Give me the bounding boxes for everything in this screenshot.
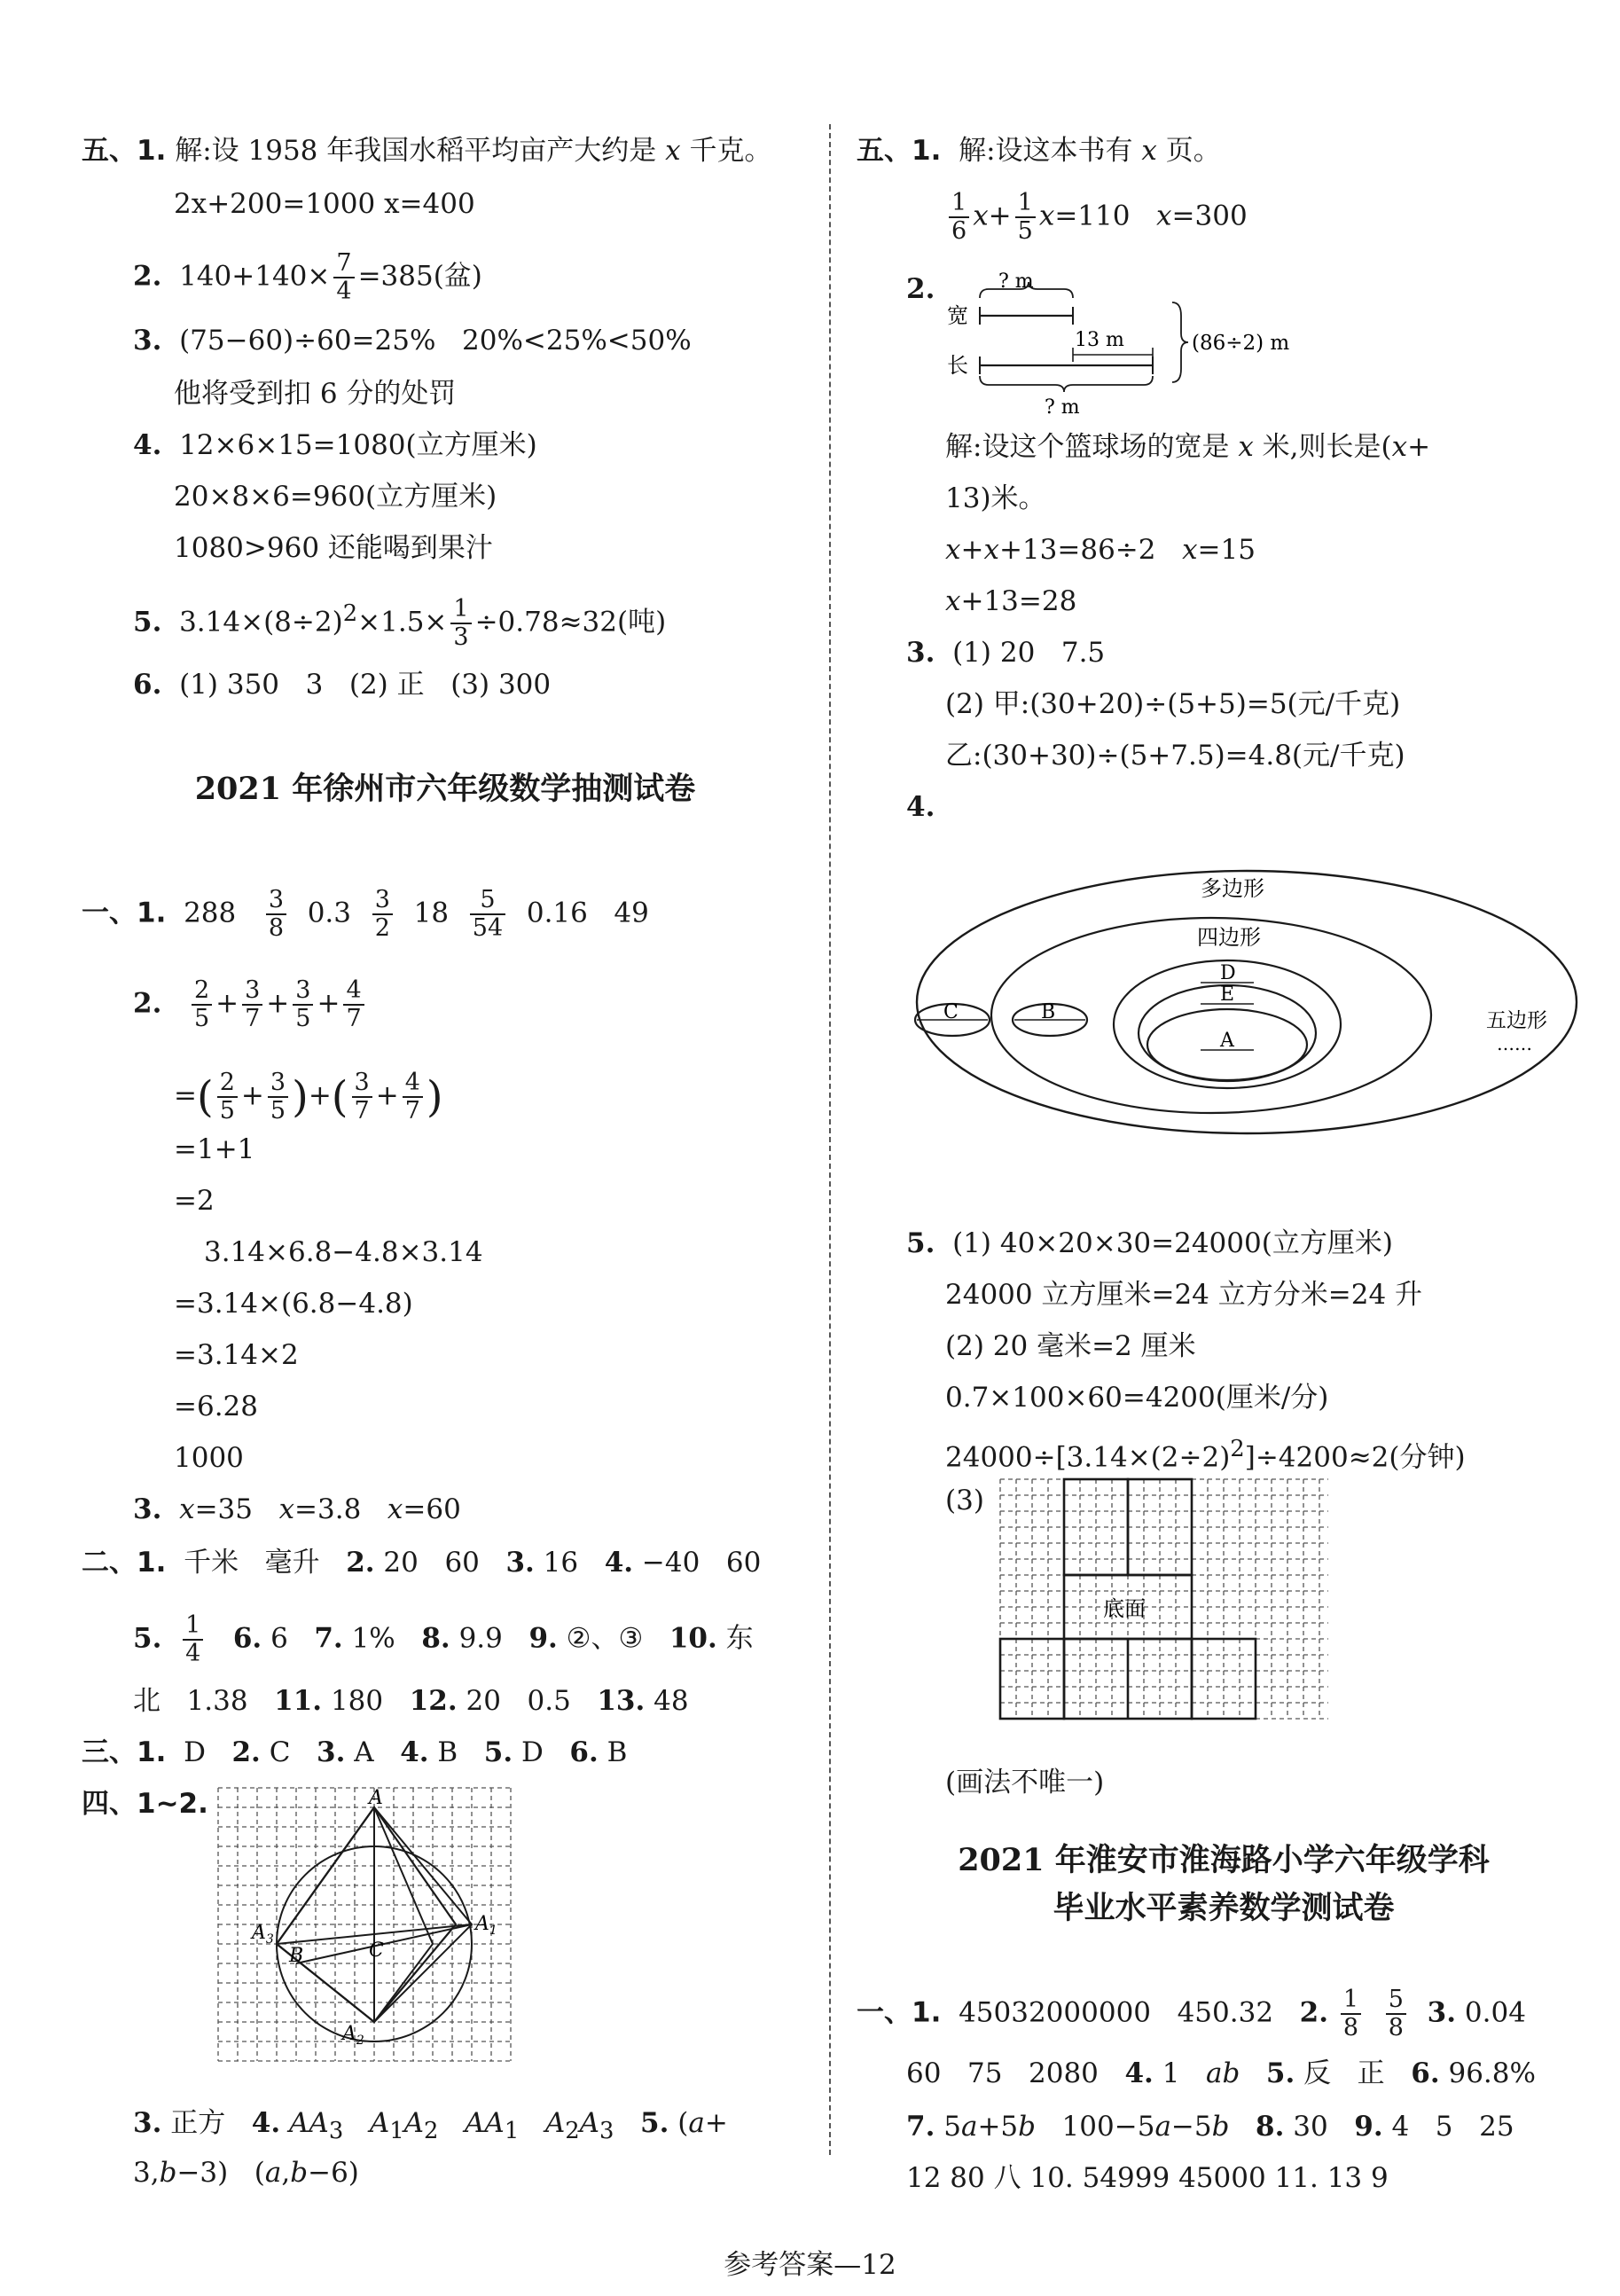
point-label-a2: $A_2$ (342, 2023, 364, 2048)
left-sec5-q1a: 五、1. 解:设 1958 年我国水稻平均亩产大约是 x 千克。 (82, 135, 772, 167)
right-sec5-q4-label: 4. (906, 791, 935, 823)
right-sec5-q5d: 0.7×100×60=4200(厘米/分) (945, 1382, 1329, 1414)
right-sec5-q5b: 24000 立方厘米=24 立方分米=24 升 (945, 1279, 1423, 1311)
right-sec5-q5a: 5. (1) 40×20×30=24000(立方厘米) (906, 1227, 1393, 1259)
right-sec5-q2b: 13)米。 (945, 482, 1046, 514)
right-sec5-q5f: (3) (945, 1485, 984, 1516)
left-sec5-q4a: 4. 12×6×15=1080(立方厘米) (133, 429, 537, 461)
point-label-a1: $A_1$ (475, 1913, 497, 1938)
venn-a-label: A (1220, 1030, 1234, 1052)
left-sec5-q3b: 他将受到扣 6 分的处罚 (174, 378, 457, 410)
right-title-line1: 2021 年淮安市淮海路小学六年级学科 (958, 1842, 1490, 1878)
page-footer: 参考答案—12 (724, 2249, 896, 2281)
left-sec5-q2: 2. 140+140× $\frac{7}{4}$ =385(盆) (133, 249, 482, 305)
square-a-a1-a2-a3 (277, 1807, 456, 2022)
venn-pentagon-label: 五边形 (1486, 1009, 1547, 1032)
venn-ellipsis: …… (1497, 1033, 1532, 1054)
venn-e-label: E (1220, 983, 1235, 1006)
right-title-line2: 毕业水平素养数学测试卷 (1053, 1890, 1395, 1926)
diagram-length-question: ? m (1045, 396, 1080, 419)
left-sec1-q2b-step3: =6.28 (174, 1391, 258, 1422)
left-sec4-q3: 3. 正方 4. $AA_3$ $A_1A_2$ $AA_1$ $A_2A_3$ 5. (a+ (133, 2107, 728, 2145)
left-sec2-line2: 5. $\frac{1}{4}$ 6. 6 7. 1% 8. 9.9 9. ②、③ 10. 东 (133, 1611, 754, 1667)
right-sec5-q2c: x+x+13=86÷2 x=15 (945, 534, 1256, 566)
right-sec5-q3c: 乙:(30+30)÷(5+7.5)=4.8(元/千克) (945, 740, 1405, 772)
point-label-a: A (369, 1787, 383, 1809)
right-note: (画法不唯一) (945, 1767, 1105, 1798)
right-sec5-q5e: $24000\div[3.14\times(2\div 2)^2]\div 4200\approx 2$(分钟) (945, 1436, 1466, 1474)
right-t2-line4: 12 80 八 10. 54999 45000 11. 13 9 (906, 2162, 1389, 2194)
left-sec5-label: 五、1. (82, 135, 167, 167)
venn-quadrilateral-label: 四边形 (1197, 925, 1261, 950)
left-sec3-line: 三、1. D 2. C 3. A 4. B 5. D 6. B (82, 1736, 628, 1768)
point-label-a3: $A_3$ (252, 1922, 274, 1947)
venn-b-label: B (1041, 1001, 1056, 1023)
brace-bottom (980, 376, 1153, 392)
left-sec5-q6: 6. (1) 350 3 (2) 正 (3) 300 (133, 669, 552, 701)
left-sec4-q3b: 3,b−3) (a,b−6) (133, 2157, 359, 2189)
left-sec5-q5: 5. $3.14\times(8\div 2)^2\times 1.5\times$ $\frac{1}{3}$ ÷0.78≈32(吨) (133, 595, 667, 651)
brace-right (1172, 302, 1188, 382)
left-title: 2021 年徐州市六年级数学抽测试卷 (194, 771, 696, 807)
venn-d-label: D (1220, 962, 1236, 984)
left-sec1-q2-step1: =1+1 (174, 1133, 255, 1165)
net-base-label: 底面 (1103, 1596, 1146, 1621)
left-sec5-q4c: 1080>960 还能喝到果汁 (174, 532, 493, 564)
right-sec5-q3a: 3. (1) 20 7.5 (906, 637, 1106, 669)
right-sec5-q2-label: 2. (906, 273, 935, 305)
left-sec5-q1b: 2x+200=1000 x=400 (174, 188, 475, 220)
right-sec5-q1a: 五、1. 解:设这本书有 x 页。 (857, 135, 1221, 167)
venn-polygon-label: 多边形 (1201, 876, 1264, 901)
diagram-length-label: 长 (947, 353, 968, 378)
venn-diagram (901, 851, 1593, 1153)
right-t2-line2: 60 75 2080 4. 1 ab 5. 反 正 6. 96.8% (906, 2057, 1536, 2089)
diagram-width-question: ? m (998, 270, 1034, 293)
right-sec5-q2d: x+13=28 (945, 585, 1077, 617)
left-sec1-q2b-expr: 3.14×6.8−4.8×3.14 (204, 1236, 483, 1268)
right-t2-line3: 7. 5a+5b 100−5a−5b 8. 30 9. 4 5 25 (906, 2111, 1514, 2143)
left-sec1-q1: 一、1. 288 $\frac{3}{8}$ 0.3 $\frac{3}{2}$ 18 $\frac{5}{54}$ 0.16 49 (82, 886, 649, 942)
left-sec5-q3a: 3. (75−60)÷60=25% 20%<25%<50% (133, 325, 692, 357)
right-sec5-q5c: (2) 20 毫米=2 厘米 (945, 1330, 1196, 1362)
diagram-total: (86÷2) m (1192, 332, 1290, 355)
right-t2-line1: 一、1. 45032000000 450.32 2. $\frac{1}{8}$ $\frac{5}{8}$ 3. 0.04 (857, 1986, 1526, 2041)
point-label-b: B (289, 1945, 304, 1967)
left-sec1-q2b-step2: =3.14×2 (174, 1339, 299, 1371)
left-sec1-q2-regroup: =( $\frac{2}{5}$ + $\frac{3}{5}$ )+( $\frac{3}{7}$ + $\frac{4}{7}$ ) (174, 1069, 443, 1124)
left-sec1-q3: 3. x=35 x=3.8 x=60 (133, 1493, 461, 1525)
net-figure (1000, 1479, 1337, 1745)
left-sec5-q4b: 20×8×6=960(立方厘米) (174, 481, 497, 513)
left-sec2-line3: 北 1.38 11. 180 12. 20 0.5 13. 48 (133, 1685, 689, 1717)
left-sec1-q2-expr: 2. $\frac{2}{5}$ + $\frac{3}{7}$ + $\frac{3}{5}$ + $\frac{4}{7}$ (133, 977, 368, 1032)
left-sec2-line1: 二、1. 千米 毫升 2. 20 60 3. 16 4. −40 60 (82, 1547, 762, 1579)
net-grid (1000, 1479, 1328, 1719)
polygon-ellipse (917, 871, 1577, 1133)
diagram-width-label: 宽 (947, 303, 968, 328)
left-sec1-q2c: 1000 (174, 1442, 244, 1474)
point-label-c: C (369, 1939, 384, 1962)
geometry-figure (218, 1788, 520, 2081)
venn-c-label: C (943, 1001, 959, 1023)
right-sec5-q1b: $\frac{1}{6}$ x+ $\frac{1}{5}$ x=110 x=300 (945, 190, 1248, 245)
segment-diagram (940, 263, 1312, 422)
left-sec1-q2-step2: =2 (174, 1185, 215, 1217)
right-sec5-q3b: (2) 甲:(30+20)÷(5+5)=5(元/千克) (945, 688, 1401, 720)
left-sec4-label: 四、1~2. (82, 1788, 208, 1820)
diagram-13m: 13 m (1075, 329, 1124, 351)
column-divider (829, 124, 831, 2155)
left-sec1-q2b-step1: =3.14×(6.8−4.8) (174, 1288, 413, 1320)
right-sec5-q2a: 解:设这个篮球场的宽是 x 米,则长是(x+ (945, 431, 1431, 463)
